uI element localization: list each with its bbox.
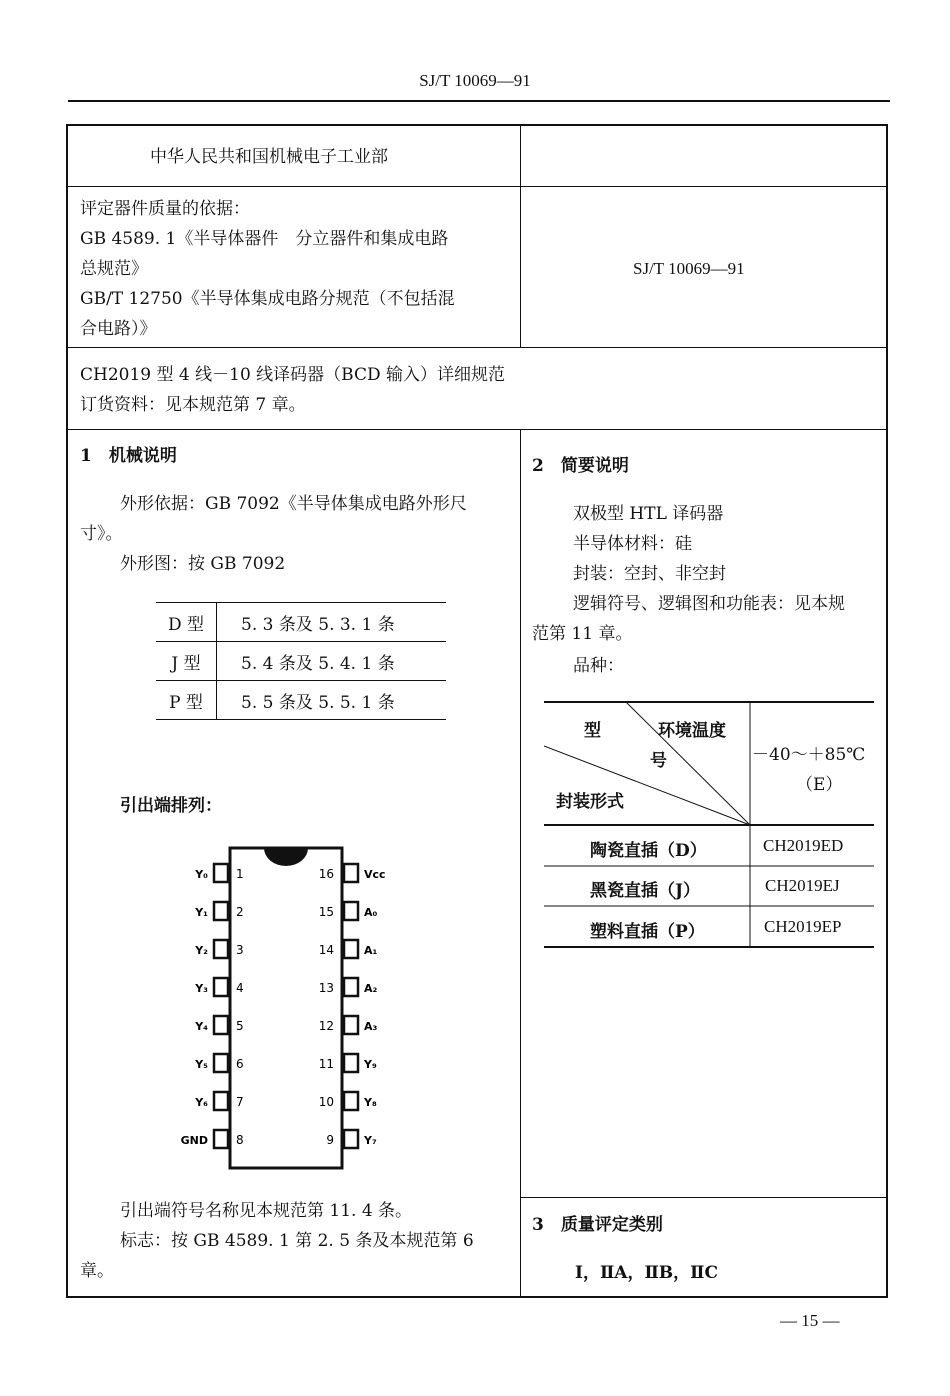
pin-label: A₁ (364, 944, 378, 957)
pin-label: Y₄ (195, 1020, 208, 1033)
outline-basis: 外形依据：GB 7092《半导体集成电路外形尺 (120, 494, 467, 514)
variety-label: 品种： (573, 656, 624, 676)
outline-basis-cont: 寸》。 (80, 524, 123, 544)
divider-bottom (520, 429, 521, 1296)
pin-number: 8 (236, 1133, 244, 1147)
pin-number: 13 (318, 981, 334, 995)
quality-basis (80, 194, 455, 344)
pin-lead (214, 940, 228, 958)
pin-label: GND (180, 1134, 208, 1147)
corner-type: 型 (584, 721, 601, 741)
marking-note: 标志：按 GB 4589. 1 第 2. 5 条及本规范第 6 (120, 1231, 474, 1251)
pin-number: 5 (236, 1019, 244, 1033)
pin-lead (344, 902, 358, 920)
ref-cell: 5. 4 条及 5. 4. 1 条 (217, 642, 447, 681)
section2-heading: 2 简要说明 (532, 456, 629, 476)
pin-arrangement-heading: 引出端排列： (120, 796, 222, 816)
pin-number: 11 (318, 1057, 334, 1071)
standard-number: SJ/T 10069—91 (633, 259, 745, 278)
brief-item: 封装：空封、非空封 (573, 564, 726, 584)
section3-heading: 3 质量评定类别 (532, 1215, 663, 1235)
ic-body (230, 848, 342, 1168)
pin-number: 12 (318, 1019, 334, 1033)
type-cell: D 型 (156, 603, 217, 642)
pin-label: A₃ (364, 1020, 378, 1033)
basis-line: 合电路）》 (80, 319, 157, 339)
spec-title (80, 360, 505, 420)
basis-line: GB/T 12750《半导体集成电路分规范（不包括混 (80, 289, 455, 309)
pin-lead (214, 902, 228, 920)
model-cell: CH2019EP (764, 917, 842, 936)
pin-lead (214, 1054, 228, 1072)
pin-label: Y₁ (195, 906, 208, 919)
type-cell: J 型 (156, 642, 217, 681)
pin-number: 3 (236, 943, 244, 957)
ref-cell: 5. 5 条及 5. 5. 1 条 (217, 681, 447, 720)
pin1-notch (264, 848, 308, 866)
pin-lead (344, 1054, 358, 1072)
pin-label: Y₆ (195, 1096, 208, 1109)
table-row (156, 642, 446, 681)
corner-temp: 环境温度 (658, 721, 726, 741)
pin-label: Y₉ (364, 1058, 377, 1071)
spec-title-line: CH2019 型 4 线－10 线译码器（BCD 输入）详细规范 (80, 365, 506, 385)
type-cell: P 型 (156, 681, 217, 720)
table-row (156, 603, 446, 642)
pin-number: 1 (236, 867, 244, 881)
pin-number: 15 (318, 905, 334, 919)
pin-lead (344, 1092, 358, 1110)
quality-categories: Ⅰ，ⅡA，ⅡB，ⅡC (575, 1263, 719, 1283)
model-cell: CH2019ED (763, 836, 844, 855)
corner-package: 封装形式 (556, 792, 624, 812)
pin-label: Y₀ (195, 868, 208, 881)
pin-lead (214, 864, 228, 882)
pin-label: Vcc (364, 868, 386, 881)
pin-lead (344, 940, 358, 958)
pin-lead (344, 864, 358, 882)
basis-line: 总规范》 (80, 259, 148, 279)
logic-ref-cont: 范第 11 章。 (532, 624, 633, 644)
model-cell: CH2019EJ (765, 876, 840, 895)
basis-line: GB 4589. 1《半导体器件 分立器件和集成电路 (80, 229, 449, 249)
pin-lead (344, 1016, 358, 1034)
pin-lead (214, 1092, 228, 1110)
package-cell: 黑瓷直插（J） (590, 881, 701, 901)
marking-note-cont: 章。 (80, 1261, 114, 1281)
pin-number: 2 (236, 905, 244, 919)
pin-number: 7 (236, 1095, 244, 1109)
basis-line: 评定器件质量的依据： (80, 199, 250, 219)
pin-label: A₂ (364, 982, 378, 995)
pin-symbol-note: 引出端符号名称见本规范第 11. 4 条。 (120, 1201, 413, 1221)
pin-number: 6 (236, 1057, 244, 1071)
pin-label: Y₈ (364, 1096, 377, 1109)
corner-num: 号 (650, 751, 667, 771)
pin-number: 4 (236, 981, 244, 995)
package-cell: 塑料直插（P） (590, 922, 705, 942)
package-cell: 陶瓷直插（D） (590, 841, 707, 861)
pin-label: A₀ (364, 906, 378, 919)
temp-code: （E） (796, 775, 843, 795)
rule-1 (68, 186, 888, 187)
pin-number: 14 (318, 943, 334, 957)
pin-number: 16 (318, 867, 334, 881)
brief-item: 双极型 HTL 译码器 (573, 504, 724, 524)
dip16-pinout-diagram (180, 840, 410, 1180)
pin-number: 9 (326, 1133, 334, 1147)
pin-number: 10 (318, 1095, 334, 1109)
temp-range: －40～＋85℃ (752, 745, 866, 765)
ref-cell: 5. 3 条及 5. 3. 1 条 (217, 603, 447, 642)
package-outline-table (156, 602, 446, 720)
table-row (156, 681, 446, 720)
page-number: — 15 — (780, 1311, 840, 1330)
ministry-name: 中华人民共和国机械电子工业部 (150, 147, 388, 167)
pin-label: Y₂ (195, 944, 208, 957)
outline-drawing: 外形图：按 GB 7092 (120, 554, 286, 574)
header-rule (68, 100, 890, 102)
pin-lead (214, 1130, 228, 1148)
pin-lead (214, 1016, 228, 1034)
pin-label: Y₇ (364, 1134, 377, 1147)
rule-3 (68, 429, 888, 430)
pin-label: Y₃ (195, 982, 208, 995)
spec-title-line: 订货资料：见本规范第 7 章。 (80, 395, 306, 415)
pin-lead (344, 1130, 358, 1148)
divider-top (520, 126, 521, 347)
running-header: SJ/T 10069—91 (419, 71, 531, 90)
logic-ref: 逻辑符号、逻辑图和功能表：见本规 (573, 594, 845, 614)
section1-heading: 1 机械说明 (80, 446, 177, 466)
brief-item: 半导体材料：硅 (573, 534, 692, 554)
rule-2 (68, 347, 888, 348)
pin-lead (344, 978, 358, 996)
pin-label: Y₅ (195, 1058, 208, 1071)
pin-lead (214, 978, 228, 996)
rule-4 (520, 1197, 888, 1198)
